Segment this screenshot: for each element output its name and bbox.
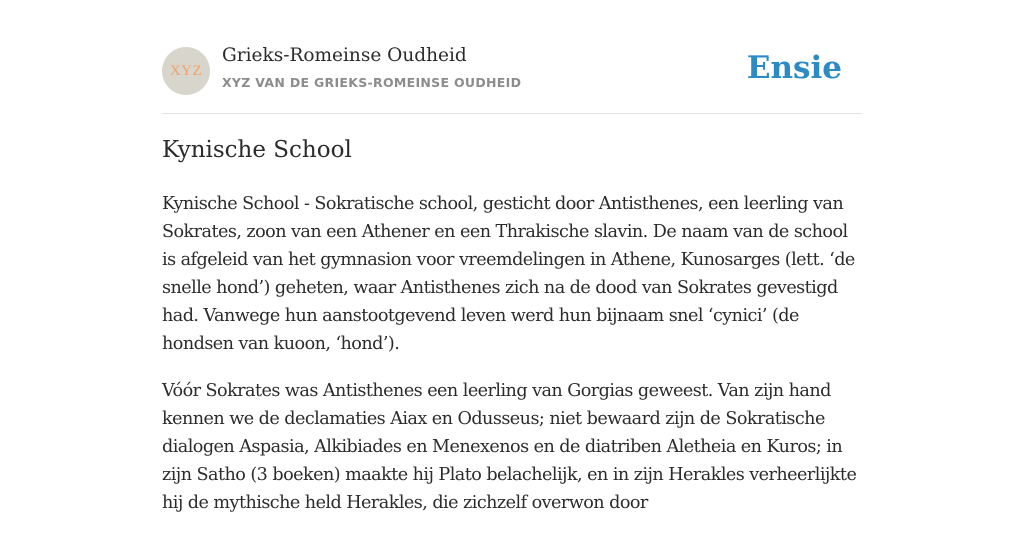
- article-paragraph: Kynische School - Sokratische school, gesticht door Antisthenes, een leerling van Sokrates, zoon van een Athener en een Thrakische slavin. De naam van de school is afgeleid van het gymnasion voor vreemdelingen in Athene, Kunosarges (lett. ‘de snelle hond’) geheten, waar Antisthenes zich na de dood van Sokrates gevestigd had. Vanwege hun aanstootgevend leven werd hun bijnaam snel ‘cynici’ (de hondsen van kuoon, ‘hond’).: [162, 194, 855, 354]
- ensie-logo[interactable]: Ensie: [746, 50, 842, 86]
- page: [162, 0, 862, 513]
- publication-subtitle: XYZ VAN DE GRIEKS-ROMEINSE OUDHEID: [222, 75, 522, 90]
- avatar-label: XYZ: [169, 62, 203, 79]
- article-body: [162, 190, 862, 536]
- publication-avatar[interactable]: [162, 47, 210, 95]
- article-paragraph: Vóór Sokrates was Antisthenes een leerling van Gorgias geweest. Van zijn hand kennen we de declamaties Aiax en Odusseus; niet bewaard zijn de Sokratische dialogen Aspasia, Alkibiades en Menexenos en de diatriben Aletheia en Kuros; in zijn Satho (3 boeken) maakte hij Plato belachelijk, en in zijn Herakles verheerlijkte hij de mythische held Herakles, die zichzelf overwon door: [162, 381, 857, 513]
- site-header: [162, 0, 862, 114]
- publication-title[interactable]: Grieks-Romeinse Oudheid: [222, 45, 467, 66]
- article-title: Kynische School: [162, 137, 352, 163]
